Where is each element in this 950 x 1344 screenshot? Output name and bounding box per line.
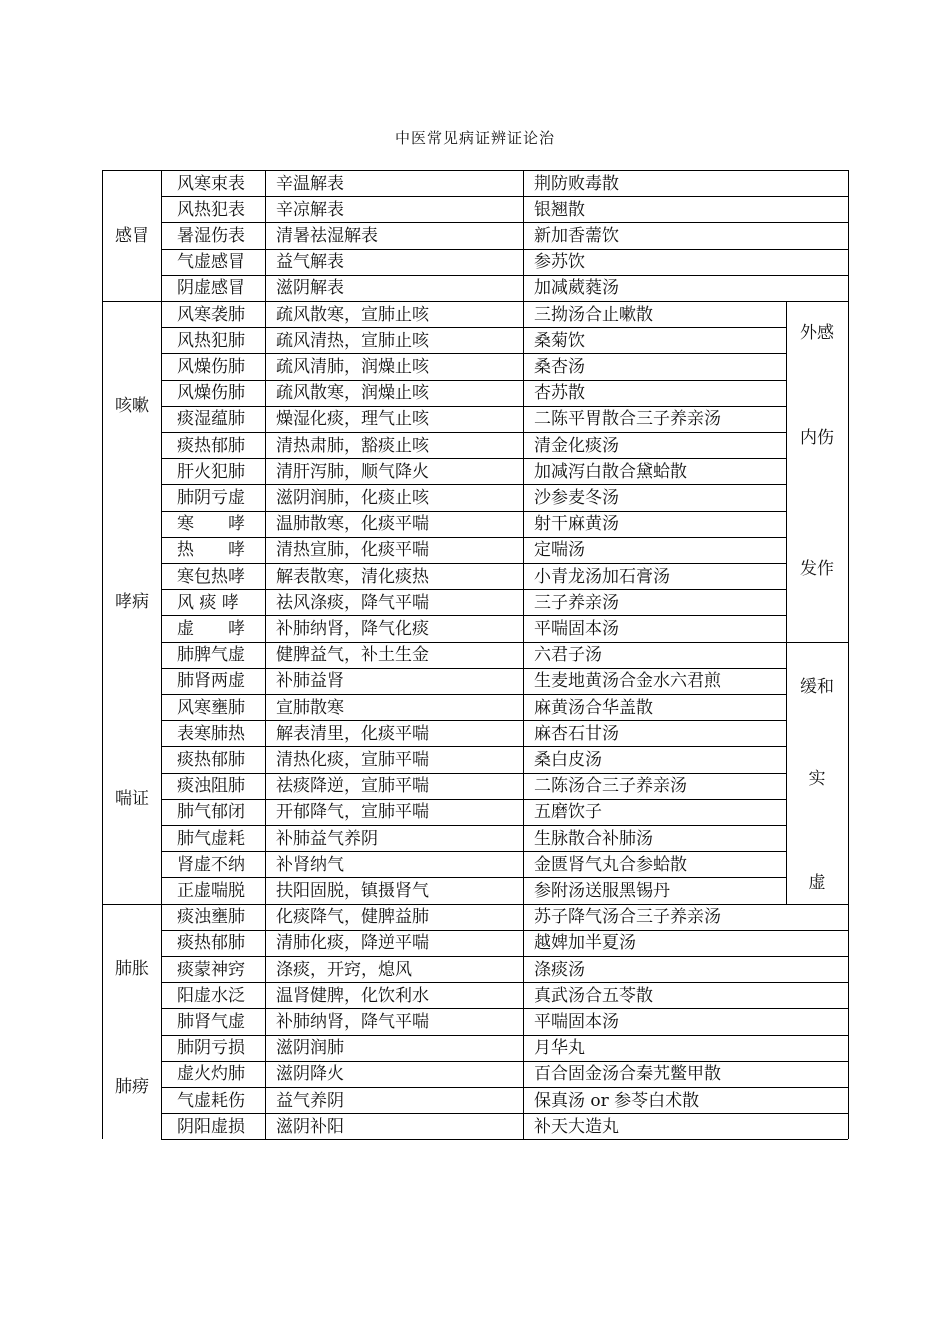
formula-cell: 补天大造丸	[534, 1116, 619, 1137]
formula-cell: 银翘散	[534, 199, 585, 220]
syndrome-cell: 肺气郁闭	[177, 802, 245, 823]
formula-cell: 生麦地黄汤合金水六君煎	[534, 671, 721, 692]
row-rule	[161, 773, 787, 774]
syndrome-cell: 肺肾两虚	[177, 671, 245, 692]
syndrome-cell: 痰浊壅肺	[177, 907, 245, 928]
category-label: 肺胀	[115, 959, 149, 980]
formula-cell: 沙参麦冬汤	[534, 487, 619, 508]
treatment-cell: 滋阴补阳	[276, 1116, 344, 1137]
treatment-cell: 清暑祛湿解表	[276, 225, 378, 246]
treatment-cell: 清肺化痰，降逆平喘	[276, 933, 429, 954]
row-rule	[161, 327, 787, 328]
treatment-cell: 健脾益气，补土生金	[276, 645, 429, 666]
col-rule	[161, 170, 162, 1139]
formula-cell: 月华丸	[534, 1038, 585, 1059]
row-rule	[161, 877, 787, 878]
category-label: 咳嗽	[115, 395, 149, 416]
table-left-border	[102, 170, 103, 1139]
formula-cell: 金匮肾气丸合参蛤散	[534, 854, 687, 875]
syndrome-cell: 痰热郁肺	[177, 933, 245, 954]
row-rule	[161, 642, 787, 643]
side-note: 虚	[808, 873, 826, 894]
treatment-cell: 宣肺散寒	[276, 697, 344, 718]
treatment-cell: 益气养阴	[276, 1090, 344, 1111]
formula-cell: 三子养亲汤	[534, 592, 619, 613]
treatment-cell: 疏风散寒，宣肺止咳	[276, 304, 429, 325]
row-rule	[102, 301, 848, 302]
formula-cell: 麻杏石甘汤	[534, 723, 619, 744]
side-note: 缓和	[800, 676, 834, 697]
syndrome-cell: 肺阴亏损	[177, 1038, 245, 1059]
treatment-cell: 化痰降气，健脾益肺	[276, 907, 429, 928]
syndrome-cell: 阳虚水泛	[177, 985, 245, 1006]
treatment-cell: 燥湿化痰，理气止咳	[276, 409, 429, 430]
row-rule	[161, 380, 787, 381]
row-rule	[161, 668, 787, 669]
syndrome-cell: 热 哮	[177, 540, 245, 561]
syndrome-cell: 肝火犯肺	[177, 461, 245, 482]
row-rule	[161, 432, 787, 433]
document-title: 中医常见病证辨证论治	[394, 129, 555, 147]
treatment-cell: 疏风清热，宣肺止咳	[276, 330, 429, 351]
syndrome-cell: 痰热郁肺	[177, 749, 245, 770]
treatment-cell: 涤痰，开窍，熄风	[276, 959, 412, 980]
side-col-rule	[786, 301, 787, 904]
syndrome-cell: 肺气虚耗	[177, 828, 245, 849]
row-rule	[161, 615, 787, 616]
formula-cell: 清金化痰汤	[534, 435, 619, 456]
treatment-cell: 温肺散寒，化痰平喘	[276, 514, 429, 535]
row-rule	[161, 746, 787, 747]
row-rule	[161, 799, 787, 800]
formula-cell: 参附汤送服黑锡丹	[534, 880, 670, 901]
row-rule	[161, 458, 787, 459]
treatment-cell: 温肾健脾，化饮利水	[276, 985, 429, 1006]
formula-cell: 射干麻黄汤	[534, 514, 619, 535]
formula-cell: 荆防败毒散	[534, 173, 619, 194]
syndrome-cell: 痰湿蕴肺	[177, 409, 245, 430]
syndrome-cell: 气虚感冒	[177, 252, 245, 273]
treatment-cell: 补肺益气养阴	[276, 828, 378, 849]
row-rule	[161, 537, 787, 538]
treatment-cell: 清肝泻肺，顺气降火	[276, 461, 429, 482]
table-right-border	[848, 170, 849, 302]
syndrome-cell: 风燥伤肺	[177, 356, 245, 377]
syndrome-cell: 肾虚不纳	[177, 854, 245, 875]
formula-cell: 参苏饮	[534, 252, 585, 273]
row-rule	[161, 484, 787, 485]
treatment-cell: 解表散寒，清化痰热	[276, 566, 429, 587]
syndrome-cell: 阴阳虚损	[177, 1116, 245, 1137]
syndrome-cell: 气虚耗伤	[177, 1090, 245, 1111]
row-rule	[161, 589, 787, 590]
syndrome-cell: 寒包热哮	[177, 566, 245, 587]
row-rule	[161, 353, 787, 354]
syndrome-cell: 肺肾气虚	[177, 1011, 245, 1032]
syndrome-cell: 风燥伤肺	[177, 383, 245, 404]
syndrome-cell: 风 痰 哮	[177, 592, 239, 613]
category-label: 哮病	[115, 592, 149, 613]
treatment-cell: 滋阴润肺	[276, 1038, 344, 1059]
treatment-cell: 祛痰降逆，宣肺平喘	[276, 776, 429, 797]
syndrome-cell: 虚 哮	[177, 618, 245, 639]
syndrome-cell: 痰热郁肺	[177, 435, 245, 456]
syndrome-cell: 虚火灼肺	[177, 1064, 245, 1085]
row-rule	[102, 904, 848, 905]
formula-cell: 生脉散合补肺汤	[534, 828, 653, 849]
treatment-cell: 清热宣肺，化痰平喘	[276, 540, 429, 561]
treatment-cell: 开郁降气，宣肺平喘	[276, 802, 429, 823]
formula-cell: 杏苏散	[534, 383, 585, 404]
category-label: 感冒	[115, 225, 149, 246]
row-rule	[161, 563, 787, 564]
formula-cell: 五磨饮子	[534, 802, 602, 823]
formula-cell: 百合固金汤合秦艽鳖甲散	[534, 1064, 721, 1085]
formula-cell: 桑白皮汤	[534, 749, 602, 770]
treatment-cell: 祛风涤痰，降气平喘	[276, 592, 429, 613]
table-right-border	[848, 301, 849, 904]
col-rule	[265, 170, 266, 1139]
syndrome-cell: 暑湿伤表	[177, 225, 245, 246]
treatment-cell: 解表清里，化痰平喘	[276, 723, 429, 744]
treatment-cell: 滋阴解表	[276, 278, 344, 299]
row-rule	[161, 511, 787, 512]
formula-cell: 保真汤 or 参苓白术散	[534, 1090, 700, 1111]
formula-cell: 桑杏汤	[534, 356, 585, 377]
category-label: 喘证	[115, 788, 149, 809]
row-rule	[161, 825, 787, 826]
treatment-cell: 补肾纳气	[276, 854, 344, 875]
treatment-cell: 益气解表	[276, 252, 344, 273]
formula-cell: 苏子降气汤合三子养亲汤	[534, 907, 721, 928]
treatment-cell: 扶阳固脱，镇摄肾气	[276, 880, 429, 901]
treatment-cell: 滋阴润肺，化痰止咳	[276, 487, 429, 508]
formula-cell: 小青龙汤加石膏汤	[534, 566, 670, 587]
syndrome-cell: 风寒束表	[177, 173, 245, 194]
formula-cell: 加减葳蕤汤	[534, 278, 619, 299]
treatment-cell: 补肺纳肾，降气化痰	[276, 618, 429, 639]
syndrome-cell: 痰浊阻肺	[177, 776, 245, 797]
formula-cell: 麻黄汤合华盖散	[534, 697, 653, 718]
formula-cell: 平喘固本汤	[534, 1011, 619, 1032]
treatment-cell: 辛凉解表	[276, 199, 344, 220]
formula-cell: 平喘固本汤	[534, 618, 619, 639]
syndrome-cell: 阴虚感冒	[177, 278, 245, 299]
formula-cell: 越婢加半夏汤	[534, 933, 636, 954]
formula-cell: 六君子汤	[534, 645, 602, 666]
treatment-cell: 辛温解表	[276, 173, 344, 194]
row-rule	[161, 851, 787, 852]
side-note: 外感	[800, 323, 834, 344]
syndrome-cell: 肺脾气虚	[177, 645, 245, 666]
row-rule	[102, 170, 848, 171]
formula-cell: 定喘汤	[534, 540, 585, 561]
syndrome-cell: 寒 哮	[177, 514, 245, 535]
syndrome-cell: 正虚喘脱	[177, 880, 245, 901]
formula-cell: 涤痰汤	[534, 959, 585, 980]
category-label: 肺痨	[115, 1077, 149, 1097]
treatment-cell: 疏风清肺，润燥止咳	[276, 356, 429, 377]
treatment-cell: 滋阴降火	[276, 1064, 344, 1085]
side-note: 发作	[800, 559, 834, 579]
formula-cell: 真武汤合五苓散	[534, 985, 653, 1006]
formula-cell: 二陈平胃散合三子养亲汤	[534, 409, 721, 430]
formula-cell: 加减泻白散合黛蛤散	[534, 461, 687, 482]
side-rule	[786, 642, 848, 643]
syndrome-cell: 风寒袭肺	[177, 304, 245, 325]
side-note: 内伤	[800, 428, 834, 448]
treatment-cell: 补肺纳肾，降气平喘	[276, 1011, 429, 1032]
table-right-border	[848, 904, 849, 1140]
treatment-cell: 清热肃肺，豁痰止咳	[276, 435, 429, 456]
side-note: 实	[808, 768, 826, 789]
formula-cell: 二陈汤合三子养亲汤	[534, 776, 687, 797]
row-rule	[161, 406, 787, 407]
syndrome-cell: 表寒肺热	[177, 723, 245, 744]
row-rule	[161, 720, 787, 721]
treatment-cell: 清热化痰，宣肺平喘	[276, 749, 429, 770]
formula-cell: 桑菊饮	[534, 330, 585, 351]
treatment-cell: 补肺益肾	[276, 671, 344, 692]
syndrome-cell: 风寒壅肺	[177, 697, 245, 718]
syndrome-cell: 风热犯肺	[177, 330, 245, 351]
col-rule	[523, 170, 524, 1139]
syndrome-cell: 风热犯表	[177, 199, 245, 220]
syndrome-cell: 痰蒙神窍	[177, 959, 245, 980]
treatment-cell: 疏风散寒，润燥止咳	[276, 383, 429, 404]
formula-cell: 三拗汤合止嗽散	[534, 304, 653, 325]
row-rule	[161, 694, 787, 695]
formula-cell: 新加香薷饮	[534, 225, 619, 246]
syndrome-cell: 肺阴亏虚	[177, 487, 245, 508]
